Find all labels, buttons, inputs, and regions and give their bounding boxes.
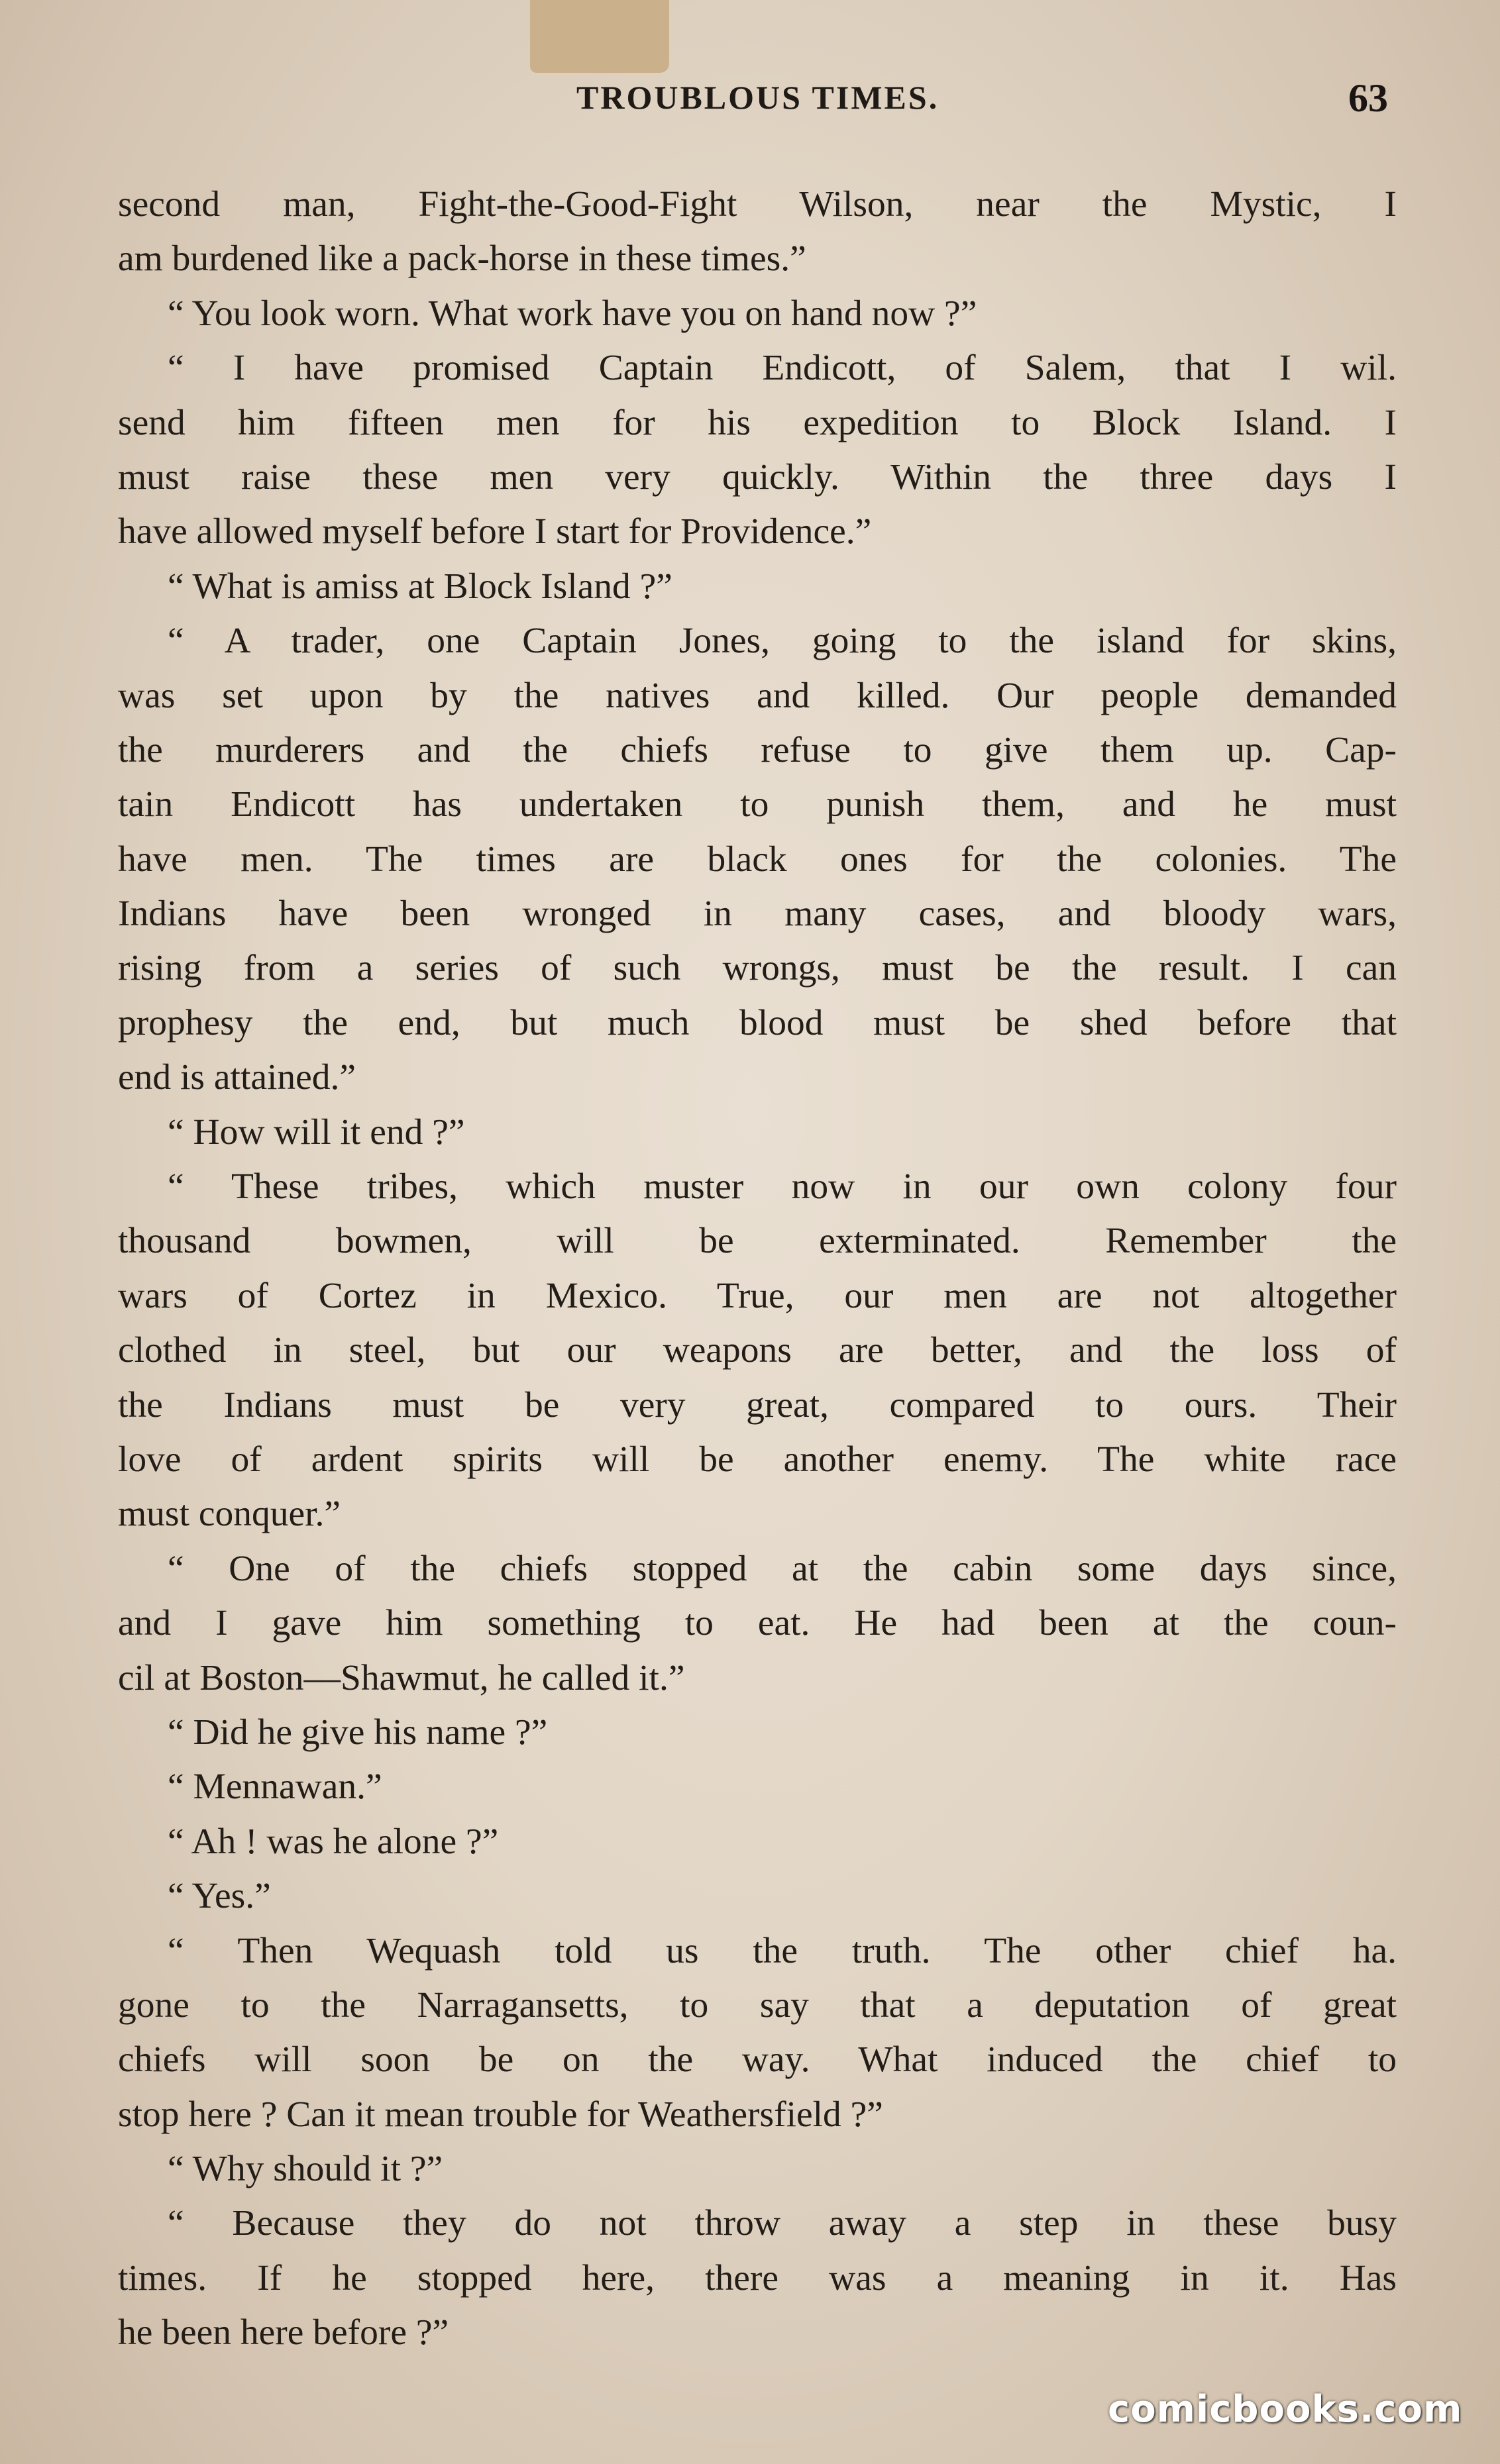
text-line: “ A trader, one Captain Jones, going to the island for skins, xyxy=(168,621,1397,662)
text-line: end is attained.” xyxy=(118,1057,356,1098)
text-line: “ Because they do not throw away a step in these busy xyxy=(168,2203,1397,2244)
text-line: “ I have promised Captain Endicott, of Salem, that I wil. xyxy=(168,348,1397,389)
text-line: and I gave him something to eat. He had been at the coun- xyxy=(118,1603,1397,1644)
text-line: the Indians must be very great, compared to ours. Their xyxy=(118,1384,1397,1425)
text-line: was set upon by the natives and killed. Our people demanded xyxy=(118,675,1397,716)
text-line: “ Ah ! was he alone ?” xyxy=(168,1821,499,1862)
text-line: gone to the Narragansetts, to say that a deputation of great xyxy=(118,1984,1397,2026)
watermark: comicbooks.com xyxy=(1108,2388,1463,2431)
text-line: Indians have been wronged in many cases, and bloody wars, xyxy=(118,894,1397,935)
text-line: times. If he stopped here, there was a meaning in it. Has xyxy=(118,2257,1397,2298)
text-line: “ Yes.” xyxy=(168,1876,271,1917)
text-line: am burdened like a pack-horse in these times.” xyxy=(118,238,806,280)
text-line: cil at Boston—Shawmut, he called it.” xyxy=(118,1657,685,1698)
text-line: “ These tribes, which muster now in our own colony four xyxy=(168,1166,1397,1207)
text-line: have men. The times are black ones for the colonies. The xyxy=(118,839,1397,880)
text-line: stop here ? Can it mean trouble for Weathersfield ?” xyxy=(118,2094,883,2135)
text-line: chiefs will soon be on the way. What induced the chief to xyxy=(118,2039,1397,2080)
text-line: must conquer.” xyxy=(118,1494,341,1535)
text-line: wars of Cortez in Mexico. True, our men are not altogether xyxy=(118,1275,1397,1316)
text-line: tain Endicott has undertaken to punish them, and he must xyxy=(118,784,1397,825)
text-line: “ Then Wequash told us the truth. The other chief ha. xyxy=(168,1930,1397,1971)
text-line: second man, Fight-the-Good-Fight Wilson, near the Mystic, I xyxy=(118,184,1397,225)
text-line: “ You look worn. What work have you on hand now ?” xyxy=(168,293,977,334)
text-line: he been here before ?” xyxy=(118,2312,449,2353)
page-number: 63 xyxy=(1348,76,1388,120)
text-line: “ One of the chiefs stopped at the cabin some days since, xyxy=(168,1548,1397,1589)
text-line: love of ardent spirits will be another enemy. The white race xyxy=(118,1439,1397,1480)
text-line: prophesy the end, but much blood must be shed before that xyxy=(118,1002,1397,1043)
tape-patch xyxy=(530,0,669,73)
text-line: “ Mennawan.” xyxy=(168,1767,382,1808)
text-line: must raise these men very quickly. Within the three days I xyxy=(118,456,1397,497)
text-line: “ How will it end ?” xyxy=(168,1111,465,1153)
text-line: have allowed myself before I start for Providence.” xyxy=(118,511,872,552)
text-line: clothed in steel, but our weapons are better, and the loss of xyxy=(118,1330,1397,1371)
body-text xyxy=(118,178,1397,2361)
text-line: thousand bowmen, will be exterminated. Remember the xyxy=(118,1221,1397,1262)
text-line: “ Did he give his name ?” xyxy=(168,1712,548,1753)
text-line: “ What is amiss at Block Island ?” xyxy=(168,566,672,607)
page-header xyxy=(0,78,1500,131)
text-line: “ Why should it ?” xyxy=(168,2149,443,2190)
text-line: the murderers and the chiefs refuse to give them up. Cap- xyxy=(118,729,1397,770)
text-line: send him fifteen men for his expedition to Block Island. I xyxy=(118,402,1397,443)
running-title: TROUBLOUS TIMES. xyxy=(576,79,939,116)
text-line: rising from a series of such wrongs, must be the result. I can xyxy=(118,948,1397,989)
